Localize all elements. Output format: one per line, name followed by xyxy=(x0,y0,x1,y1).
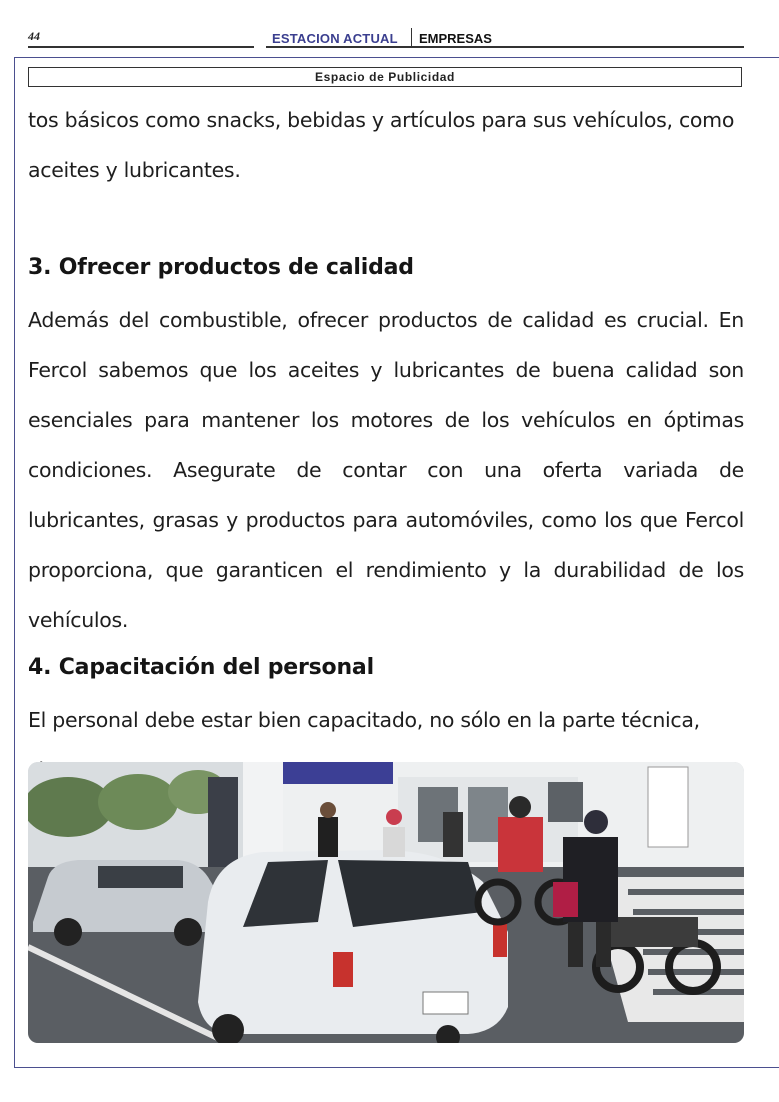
ad-space-label: Espacio de Publicidad xyxy=(28,67,742,87)
publication-title: ESTACION ACTUAL xyxy=(272,31,398,46)
header-separator xyxy=(411,28,412,46)
heading-quality-products: 3. Ofrecer productos de calidad xyxy=(28,255,414,280)
intro-paragraph: tos básicos como snacks, bebidas y artículos para sus vehículos, como aceites y lubricantes. xyxy=(28,108,735,182)
section-title: EMPRESAS xyxy=(419,31,492,46)
heading-staff-training: 4. Capacitación del personal xyxy=(28,655,374,680)
quality-paragraph: Además del combustible, ofrecer productos de calidad es crucial. En Fercol sabemos que los aceites y lubricantes de buena calidad son esenciales para mantener los motores de los vehículos en óptimas condiciones. Asegurate de contar con una oferta variada de lubricantes, grasas y productos para automóviles, como los que Fercol proporciona, que garanticen el rendimiento y la durabilidad de los vehículos. xyxy=(28,308,744,632)
frame-top-line xyxy=(14,57,779,58)
header-rule-left xyxy=(28,46,254,48)
frame-bottom-line xyxy=(14,1067,779,1068)
header-rule-right xyxy=(266,46,744,48)
gas-station-illustration xyxy=(28,762,744,1043)
frame-left-line xyxy=(14,57,15,1068)
page-number: 44 xyxy=(28,29,40,43)
gas-station-photo xyxy=(28,762,744,1043)
training-paragraph: El personal debe estar bien capacitado, no sólo en la parte técnica, xyxy=(28,708,700,732)
